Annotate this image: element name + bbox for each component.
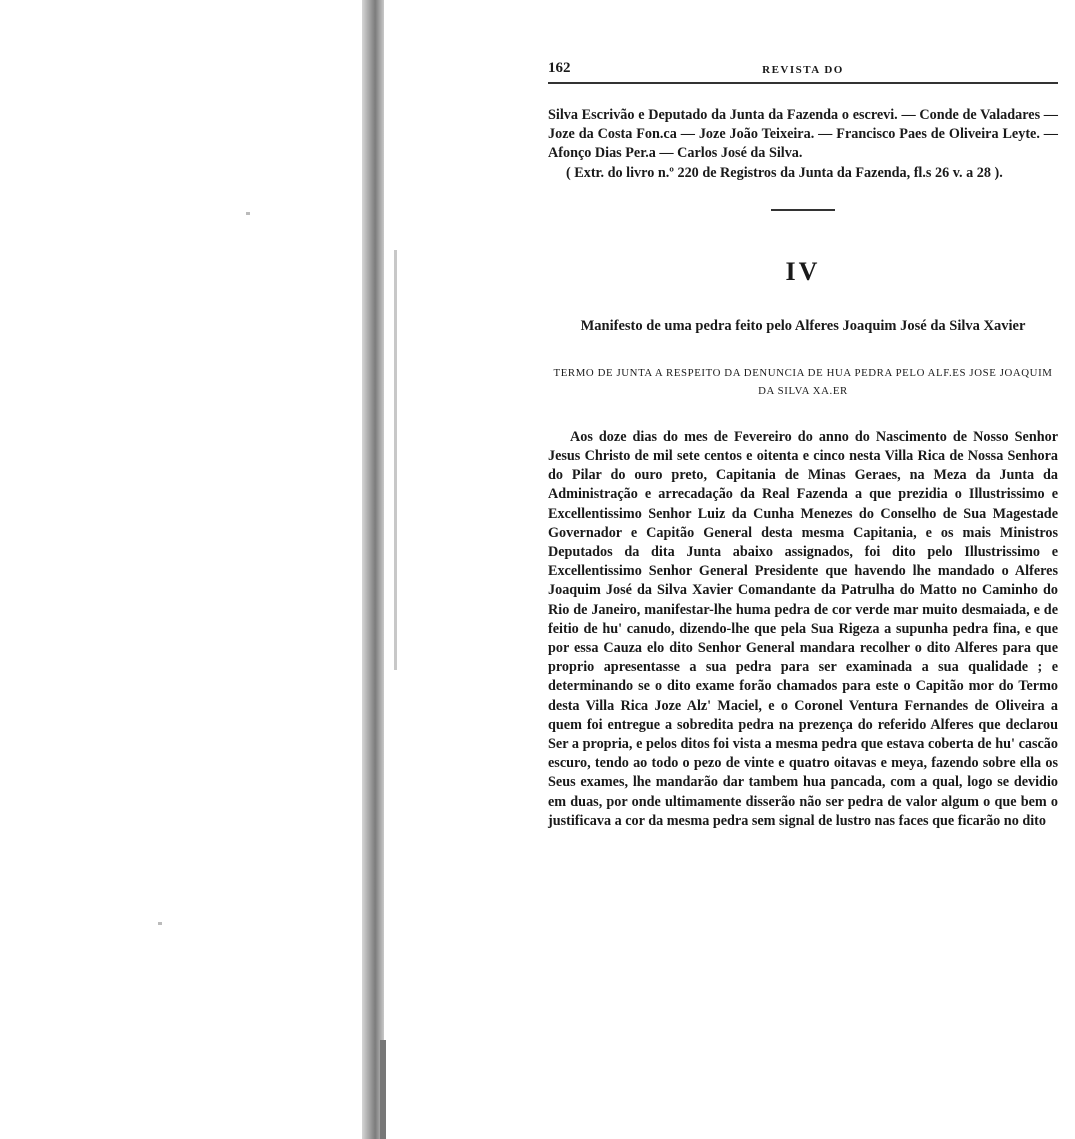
section-numeral: IV (785, 256, 821, 286)
scan-speck (246, 212, 250, 215)
document-subtitle: TERMO DE JUNTA A RESPEITO DA DENUNCIA DE HUA PEDRA PELO ALF.ES JOSE JOAQUIM DA SILVA XA.ER (553, 366, 1053, 397)
source-citation: ( Extr. do livro n.º 220 de Registros da Junta da Fazenda, fl.s 26 v. a 28 ). (566, 164, 1003, 181)
left-margin-gutter (0, 0, 520, 1139)
page-number: 162 (548, 60, 571, 76)
scan-speck (158, 922, 162, 925)
binding-edge-line (394, 250, 397, 670)
running-head (548, 56, 1058, 84)
book-binding-shadow (362, 0, 384, 1139)
journal-title: REVISTA DO (762, 64, 844, 76)
document-title: Manifesto de uma pedra feito pelo Alferes Joaquim José da Silva Xavier (580, 317, 1026, 334)
section-divider (771, 209, 835, 211)
document-body: Aos doze dias do mes de Fevereiro do anno do Nascimento de Nosso Senhor Jesus Christo de mil sete centos e oitenta e cinco nesta Villa Rica de Nossa Senhora do Pilar do ouro preto, Capitania de Minas Geraes, na Meza da Junta da Administração e arrecadação da Real Fazenda a que prezidia o Illustrissimo e Excellentissimo Senhor Luiz da Cunha Menezes do Conselho de Sua Magestade Governador e Capitão General desta mesma Capitania, e os mais Ministros Deputados da dita Junta abaixo assignados, foi dito pelo Illustrissimo e Excellentissimo Senhor General Presidente que havendo lhe mandado o Alferes Joaquim José da Silva Xavier Comandante da Patrulha do Matto no Caminho do Rio de Janeiro, manifestar-lhe huma pedra de cor verde mar muito desmaiada, e de feitio de hu' canudo, dizendo-lhe que pela Sua Rigeza a supunha pedra fina, e que por essa Cauza elo dito Senhor General mandara recolher o dito Alferes para que proprio apresentasse a sua pedra para ser examinada a sua qualidade ; e determinando se o dito exame forão chamados para este o Capitão mor do Termo desta Villa Rica Joze Alz' Maciel, e o Coronel Ventura Fernandes de Oliveira a quem foi entregue a sobredita pedra na prezença do referido Alferes que declarou Ser a propria, e pelos ditos foi vista a mesma pedra que estava coberta de hu' cascão escuro, tendo ao todo o pezo de vinte e quatro oitavas e meya, fazendo sobre ella os Seus exames, lhe mandarão dar tambem hua pancada, com a qual, logo se devidio em duas, por onde ultimamente disserão não ser pedra de valor algum o que bem o justificava a cor da mesma pedra sem signal de lustro nas faces que ficarão no dito (548, 428, 1058, 829)
book-page (548, 56, 1058, 831)
continuation-paragraph: Silva Escrivão e Deputado da Junta da Fazenda o escrevi. — Conde de Valadares — Joze da Costa Fon.ca — Joze João Teixeira. — Francisco Paes de Oliveira Leyte. — Afonço Dias Per.a — Carlos José da Silva. (548, 107, 1058, 162)
binding-lower-shadow (380, 1040, 386, 1139)
